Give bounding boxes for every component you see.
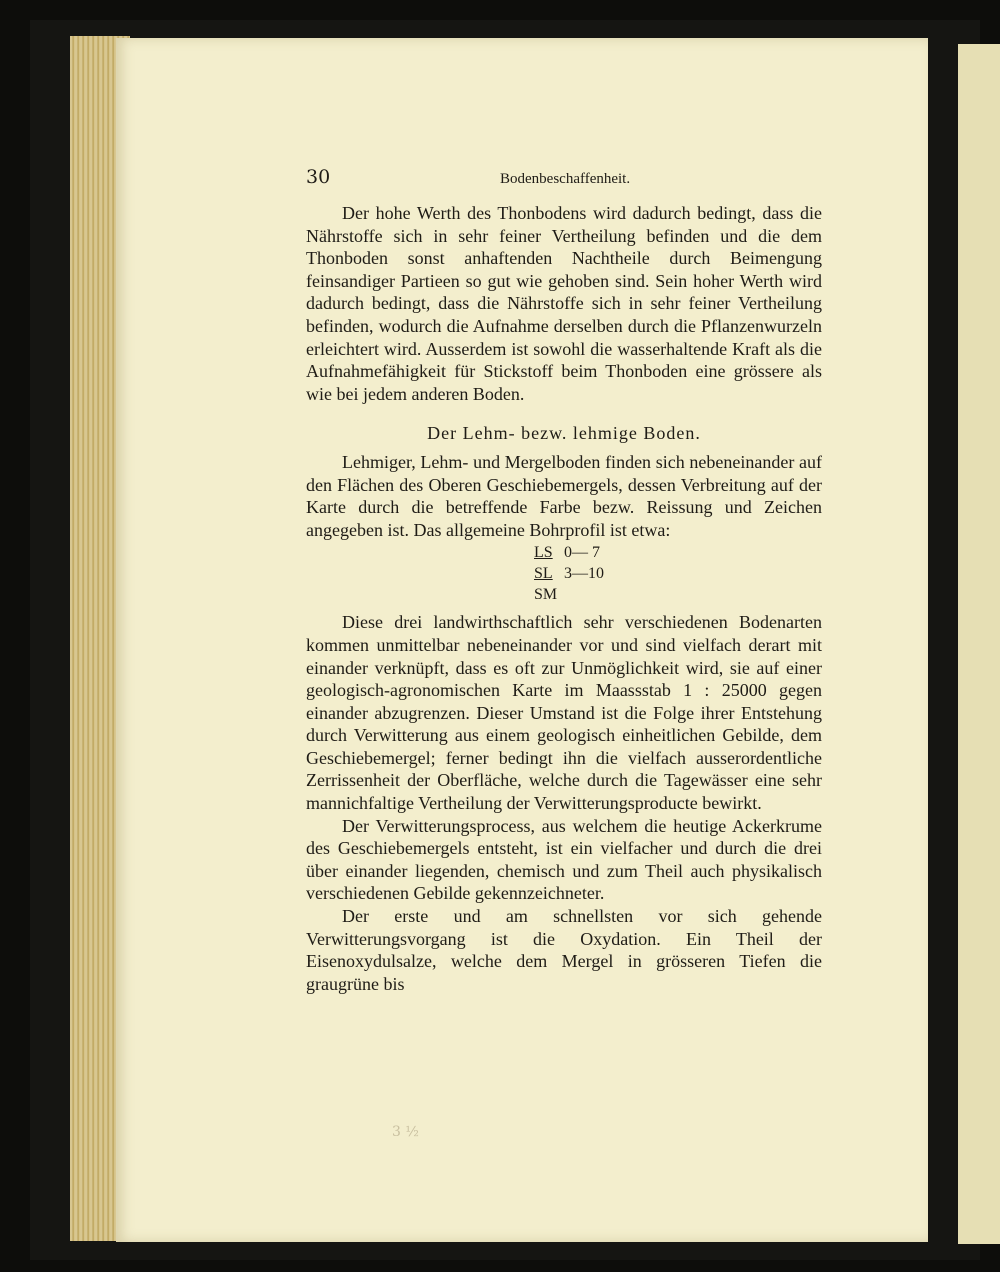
profile-row [534,584,822,605]
profile-range: 3—10 [564,565,604,583]
profile-row [534,542,822,563]
paragraph-1: Der hohe Werth des Thonbodens wird dadurch bedingt, dass die Nährstoffe sich in sehr feiner Vertheilung befinden und die dem Thonboden sonst anhaftenden Nachtheile durch Beimengung feinsandiger Partieen so gut wie gehoben sind. Sein hoher Werth wird dadurch bedingt, dass die Nährstoffe sich in sehr feiner Vertheilung befinden, wodurch die Aufnahme derselben durch die Pflanzenwurzeln erleichtert wird. Ausserdem ist sowohl die wasserhaltende Kraft als die Aufnahmefähigkeit für Stickstoff beim Thonboden eine grössere als wie bei jedem anderen Boden. [306,203,822,404]
profile-symbol: SM [534,586,558,604]
pencil-annotation: 3 ½ [392,1124,419,1140]
page-number: 30 [306,166,331,188]
paragraph-3: Diese drei landwirthschaftlich sehr verschiedenen Bodenarten kommen unmittelbar nebeneinander vor und sind vielfach derart mit einander verknüpft, dass es oft zur Unmöglichkeit wird, sie auf einer geologisch-agronomischen Karte im Maassstab 1 : 25000 gegen einander abzugrenzen. Dieser Umstand ist die Folge ihrer Entstehung durch Verwitterung aus einem geologisch einheitlichen Gebilde, dem Geschiebemergel; ferner bedingt ihn die vielfach ausserordentliche Zerrissenheit der Oberfläche, welche durch die Tagewässer eine sehr mannichfaltige Vertheilung der Verwitterungsproducte bewirkt. [306,612,822,814]
profile-row [534,563,822,584]
paragraph-5: Der erste und am schnellsten vor sich gehende Verwitterungsvorgang ist die Oxydation. Ein Theil der Eisenoxydulsalze, welche dem Mergel in grösseren Tiefen die graugrüne bis [306,906,822,994]
paragraph-2: Lehmiger, Lehm- und Mergelboden finden sich nebeneinander auf den Flächen des Oberen Geschiebemergels, dessen Verbreitung auf der Karte durch die betreffende Farbe bezw. Reissung und Zeichen angegeben ist. Das allgemeine Bohrprofil ist etwa: [306,451,822,540]
profile-symbol: SL [534,565,553,583]
facing-page-edge [958,44,1000,1244]
page-header [306,166,826,190]
running-head: Bodenbeschaffenheit. [500,171,631,187]
page-body [306,202,822,995]
profile-range: 0— 7 [564,544,600,562]
paragraph-4: Der Verwitterungsprocess, aus welchem die heutige Ackerkrume des Geschiebemergels entsteht, ist ein vielfacher und durch die drei über einander liegenden, chemisch und zum Theil auch physikalisch verschiedenen Gebilde gekennzeichneter. [306,815,822,904]
section-heading: Der Lehm- bezw. lehmige Boden. [427,423,701,444]
profile-symbol: LS [534,544,553,562]
bohrprofil-formula [534,542,822,605]
